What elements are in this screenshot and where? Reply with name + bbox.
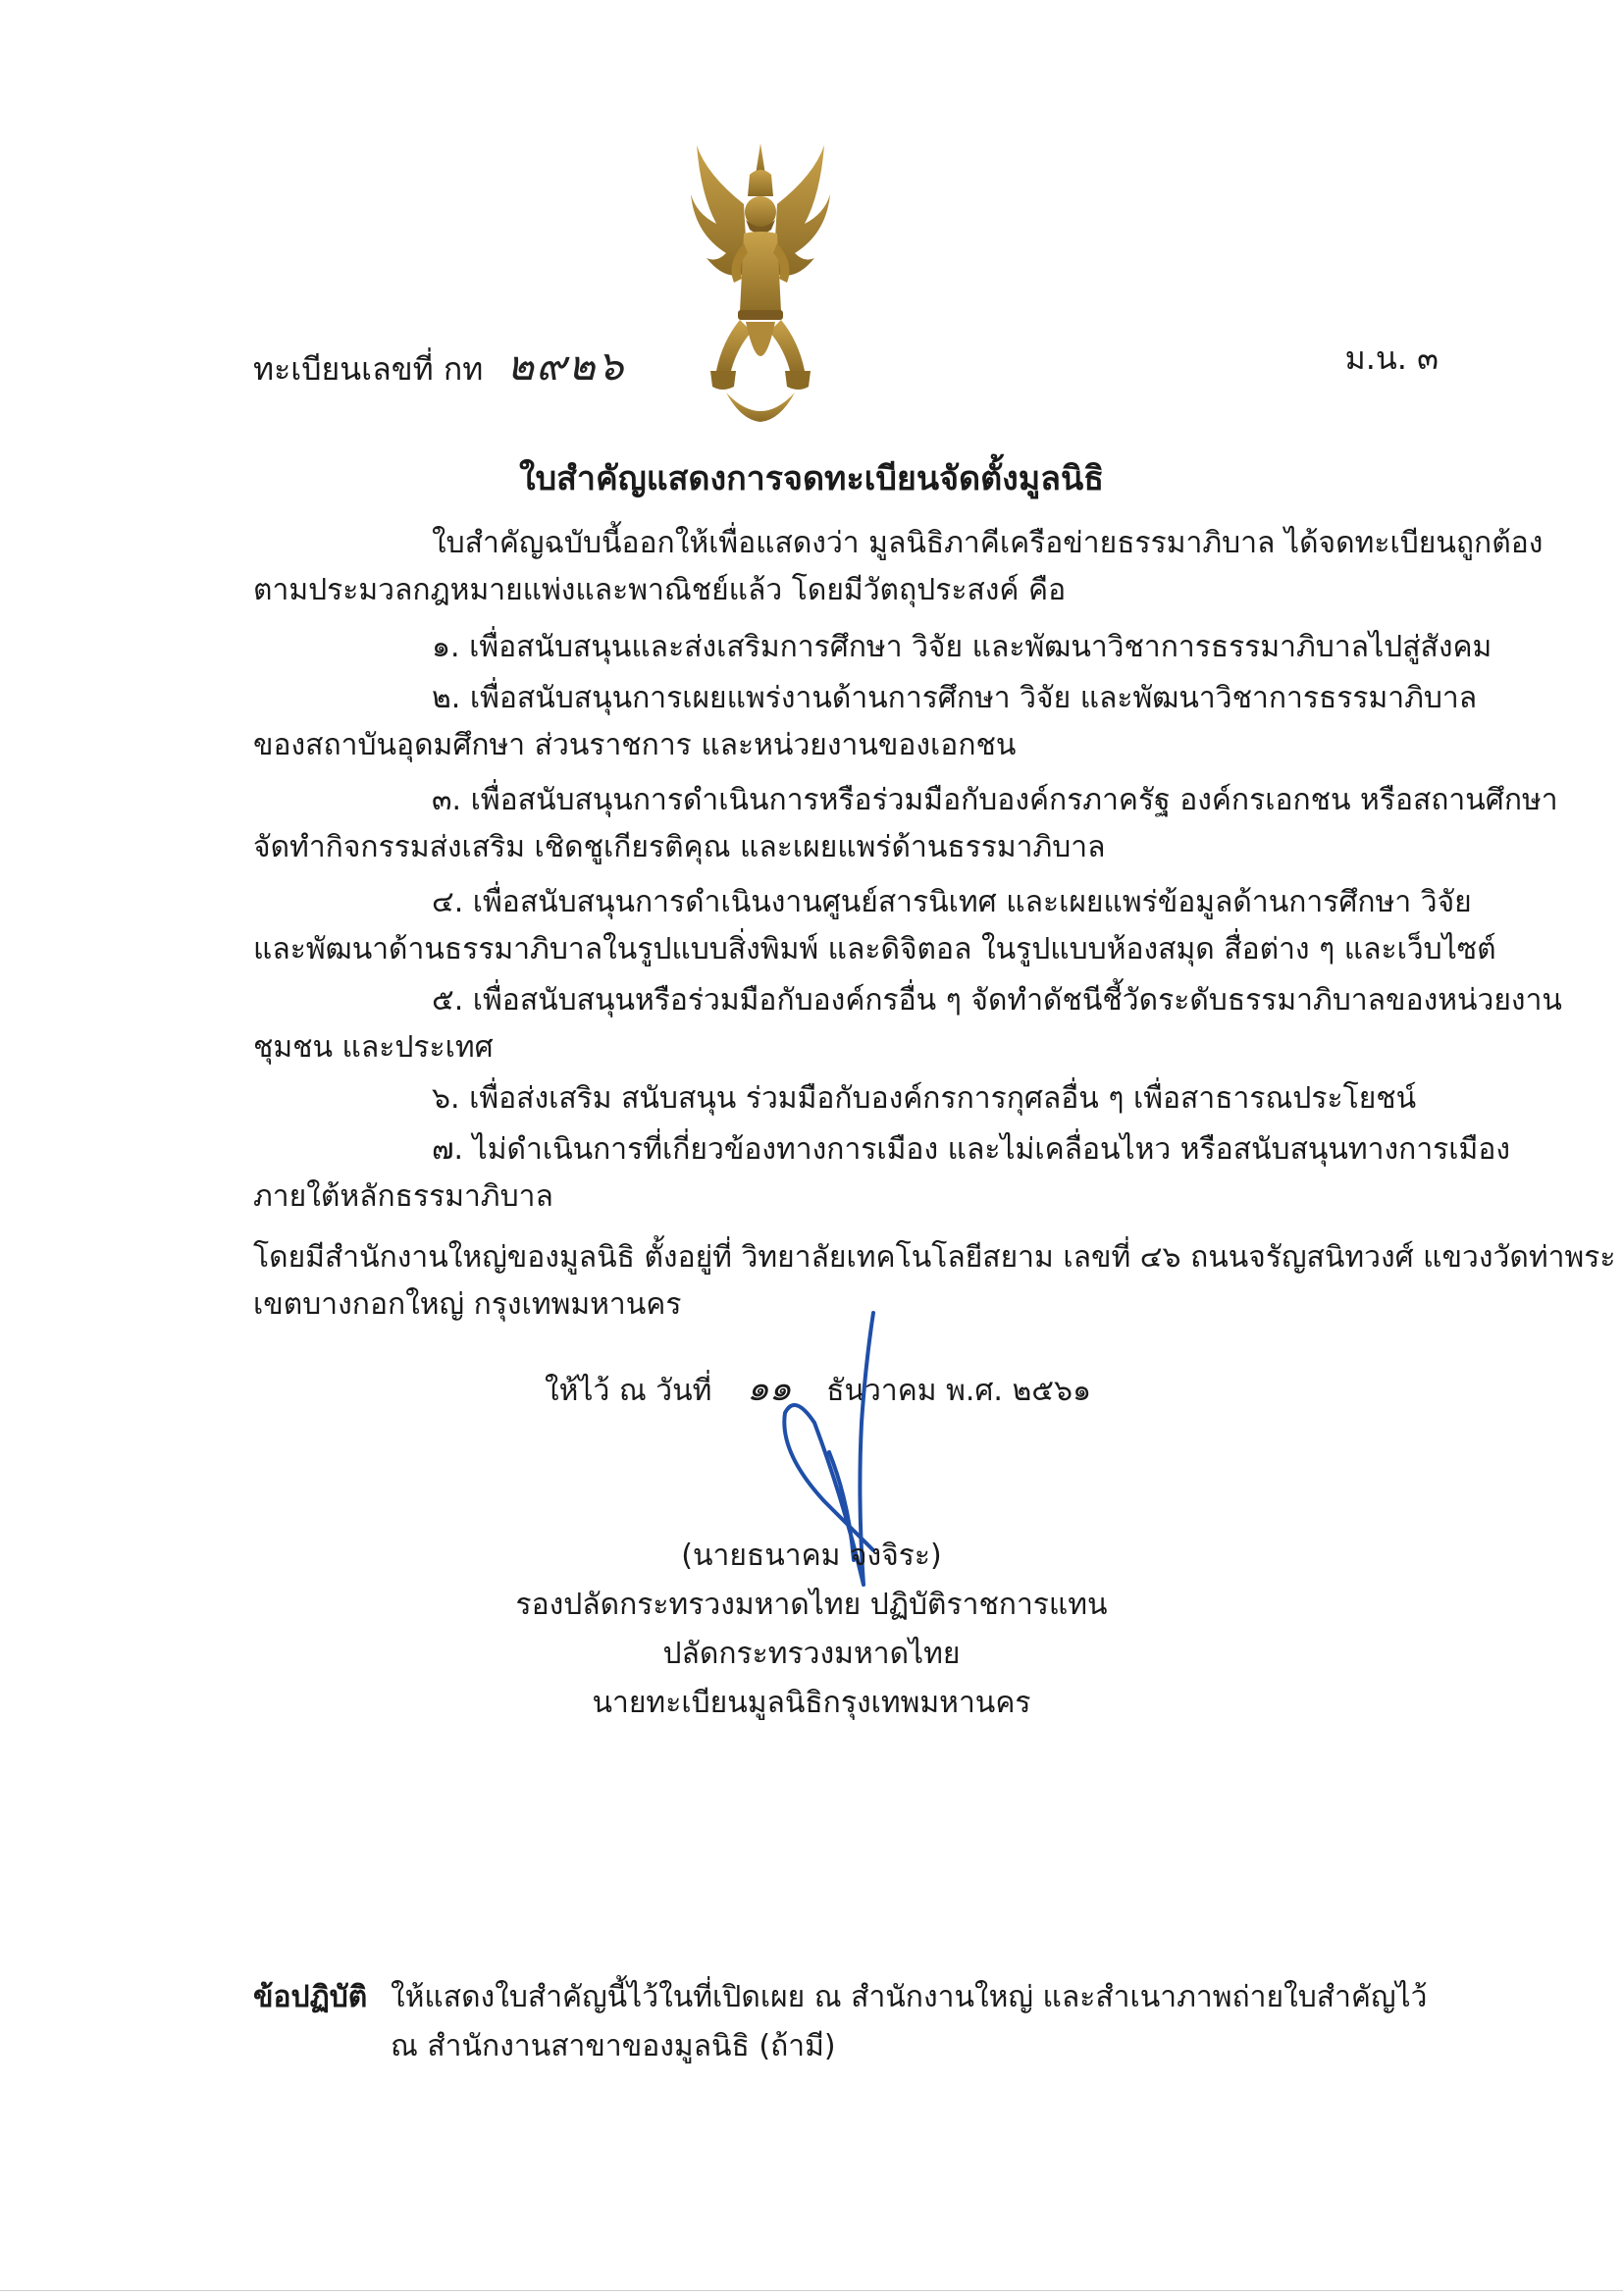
signatory-position-3: นายทะเบียนมูลนิธิกรุงเทพมหานคร — [592, 1686, 1031, 1720]
objective-4-line-2: และพัฒนาด้านธรรมาภิบาลในรูปแบบสิ่งพิมพ์ และดิจิตอล ในรูปแบบห้องสมุด สื่อต่าง ๆ และเว็บไซต์ — [253, 932, 1496, 966]
footer-line-2: ณ สำนักงานสาขาของมูลนิธิ (ถ้ามี) — [391, 2029, 836, 2063]
objective-4-line-1: ๔. เพื่อสนับสนุนการดำเนินงานศูนย์สารนิเทศ และเผยแพร่ข้อมูลด้านการศึกษา วิจัย — [432, 885, 1472, 919]
office-line-1: โดยมีสำนักงานใหญ่ของมูลนิธิ ตั้งอยู่ที่ วิทยาลัยเทคโนโลยีสยาม เลขที่ ๔๖ ถนนจรัญสนิทวงศ์ แขวงวัดท่าพระ — [253, 1240, 1616, 1275]
objective-2-line-1: ๒. เพื่อสนับสนุนการเผยแพร่งานด้านการศึกษา วิจัย และพัฒนาวิชาการธรรมาภิบาล — [432, 681, 1478, 715]
registration-number-handwritten: ๒๙๒๖ — [506, 341, 626, 390]
objective-2-line-2: ของสถาบันอุดมศึกษา ส่วนราชการ และหน่วยงานของเอกชน — [253, 728, 1017, 762]
footer-label: ข้อปฏิบัติ — [253, 1980, 368, 2014]
objective-7-line-1: ๗. ไม่ดำเนินการที่เกี่ยวข้องทางการเมือง และไม่เคลื่อนไหว หรือสนับสนุนทางการเมือง — [432, 1132, 1510, 1167]
signatory-position-1: รองปลัดกระทรวงมหาดไทย ปฏิบัติราชการแทน — [515, 1588, 1108, 1622]
signatory-position-2: ปลัดกระทรวงมหาดไทย — [662, 1637, 961, 1671]
date-day-handwritten: ๑๑ — [746, 1369, 792, 1409]
office-line-2: เขตบางกอกใหญ่ กรุงเทพมหานคร — [253, 1287, 682, 1322]
objective-3-line-2: จัดทำกิจกรรมส่งเสริม เชิดชูเกียรติคุณ และเผยแพร่ด้านธรรมาภิบาล — [253, 830, 1106, 864]
scan-edge-divider — [0, 2290, 1623, 2291]
document-title: ใบสำคัญแสดงการจดทะเบียนจัดตั้งมูลนิธิ — [519, 459, 1104, 498]
intro-line-2: ตามประมวลกฎหมายแพ่งและพาณิชย์แล้ว โดยมีวัตถุประสงค์ คือ — [253, 573, 1067, 607]
objective-1: ๑. เพื่อสนับสนุนและส่งเสริมการศึกษา วิจัย และพัฒนาวิชาการธรรมาภิบาลไปสู่สังคม — [432, 630, 1492, 664]
objective-5-line-1: ๕. เพื่อสนับสนุนหรือร่วมมือกับองค์กรอื่น ๆ จัดทำดัชนีชี้วัดระดับธรรมาภิบาลของหน่วยงาน — [432, 983, 1562, 1018]
registration-label: ทะเบียนเลขที่ กท — [253, 350, 484, 388]
objective-3-line-1: ๓. เพื่อสนับสนุนการดำเนินการหรือร่วมมือกับองค์กรภาครัฐ องค์กรเอกชน หรือสถานศึกษา — [432, 783, 1558, 817]
objective-6: ๖. เพื่อส่งเสริม สนับสนุน ร่วมมือกับองค์กรการกุศลอื่น ๆ เพื่อสาธารณประโยชน์ — [432, 1081, 1417, 1116]
signatory-name: (นายธนาคม จงจิระ) — [681, 1539, 942, 1573]
intro-line-1: ใบสำคัญฉบับนี้ออกให้เพื่อแสดงว่า มูลนิธิภาคีเครือข่ายธรรมาภิบาล ได้จดทะเบียนถูกต้อง — [432, 526, 1544, 560]
registration-line — [253, 334, 625, 398]
footer-line-1: ให้แสดงใบสำคัญนี้ไว้ในที่เปิดเผย ณ สำนักงานใหญ่ และสำเนาภาพถ่ายใบสำคัญไว้ — [391, 1980, 1428, 2014]
objective-7-line-2: ภายใต้หลักธรรมาภิบาล — [253, 1179, 553, 1214]
date-prefix: ให้ไว้ ณ วันที่ — [545, 1374, 712, 1408]
form-code: ม.น. ๓ — [1344, 339, 1439, 377]
garuda-emblem-icon — [687, 135, 834, 430]
objective-5-line-2: ชุมชน และประเทศ — [253, 1030, 494, 1065]
date-rest: ธันวาคม พ.ศ. ๒๕๖๑ — [826, 1374, 1092, 1408]
